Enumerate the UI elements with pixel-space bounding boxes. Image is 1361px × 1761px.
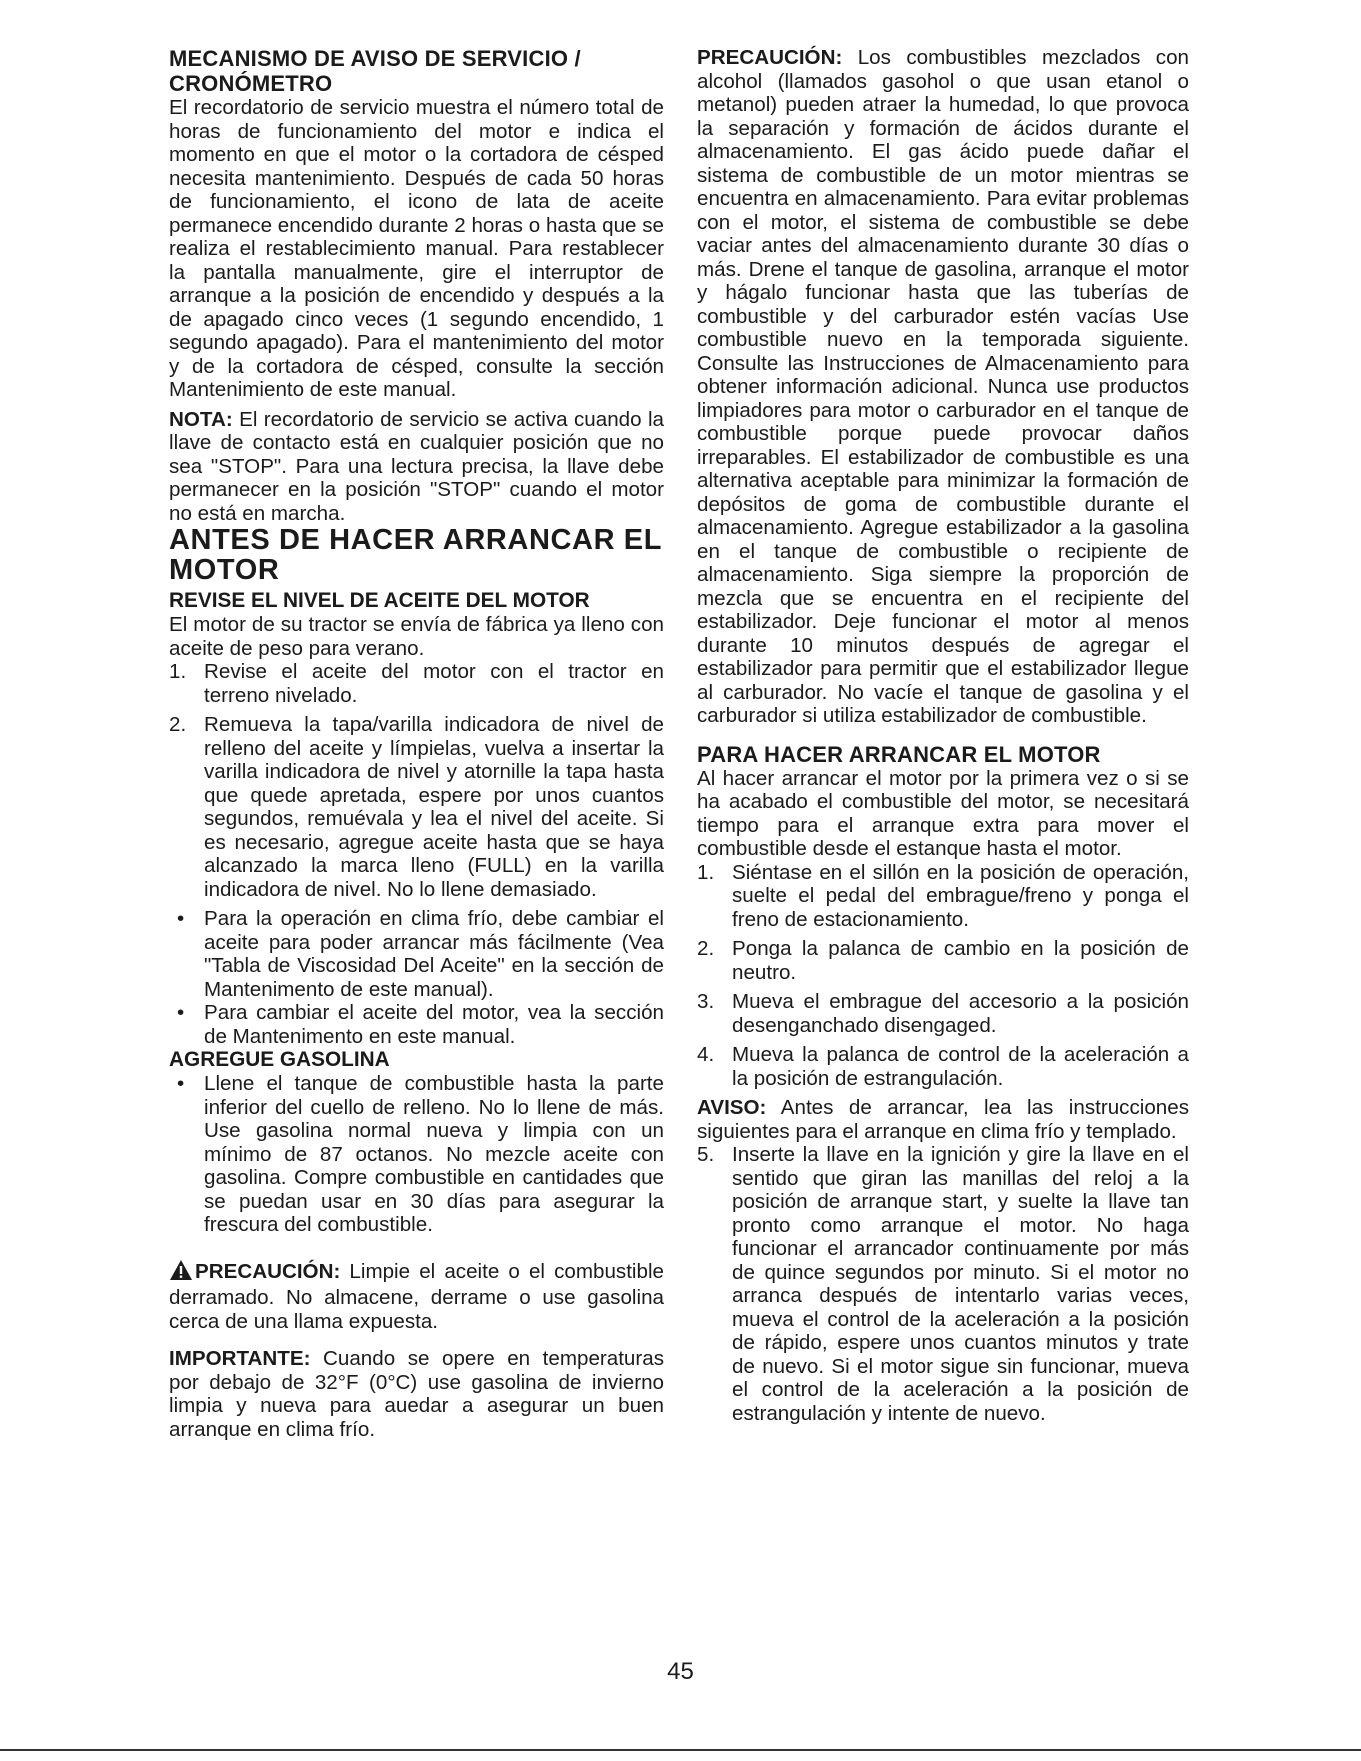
importante-paragraph [169,1347,664,1441]
arrancar-intro: Al hacer arrancar el motor por la primera vez o si se ha acabado el combustible del motor, se necesitará tiempo para el arranque extra para mover el combustible desde el estanque hasta el motor. [697,766,1189,860]
aviso-text: Antes de arrancar, lea las instrucciones siguientes para el arranque en clima frío y templado. [697,1096,1189,1143]
antes-title: ANTES DE HACER ARRANCAR EL MOTOR [169,524,662,586]
aceite-intro: El motor de su tractor se envía de fábrica ya lleno con aceite de peso para verano. [169,613,664,660]
list-number: 1. [169,660,187,683]
nota-label: NOTA: [169,407,233,431]
nota-paragraph [169,408,664,526]
precaucion-alcohol-text: Los combustibles mezclados con alcohol (llamados gasohol o que usan etanol o metanol) pueden atraer la humedad, lo que provoca la separación y formación de ácidos durante el almacenamiento. El gas ácido puede dañar el sistema de combustible de un motor mientras se encuentra en almacenamiento. Para evitar problemas con el motor, el sistema de combustible se debe vaciar antes del almacenamiento durante 30 días o más. Drene el tanque de gasolina, arranque el motor y hágalo funcionar hasta que las tuberías de combustible y del carburador estén vacías Use combustible nuevo en la temporada siguiente. Consulte las Instrucciones de Almacenamiento para obtener información adicional. Nunca use productos limpiadores para motor o carburador en el tanque de combustible porque puede provocar daños irreparables. El estabilizador de combustible es una alternativa aceptable para minimizar la formación de depósitos de goma de combustible durante el almacenamiento. Agregue estabilizador a la gasolina en el tanque de combustible o recipiente de almacenamiento. Siga siempre la proporción de mezcla que se encuentra en el recipiente del estabilizador. Deje funcionar el motor al menos durante 10 minutos después de agregar el estabilizador para permitir que el estabilizador llegue al carburador. No vacíe el tanque de gasolina y el carburador si utiliza estabilizador de combustible. [697,46,1189,727]
left-column [169,46,664,1441]
list-item [697,861,1189,932]
aceite-steps-list [169,660,664,901]
list-item-text: Llene el tanque de combustible hasta la parte inferior del cuello de relleno. No lo llene de más. Use gasolina normal nueva y limpia con un mínimo de 87 octanos. No mezcle aceite con gasolina. Compre combustible en cantidades que se puedan usar en 30 días para asegurar la frescura del combustible. [204,1072,664,1236]
bullet-icon: • [177,907,185,930]
importante-text: Cuando se opere en temperaturas por debajo de 32°F (0°C) use gasolina de invierno limpia y nueva para auedar a asegurar un buen arranque en clima frío. [169,1347,664,1441]
list-item [169,907,664,1001]
precaucion-label: PRECAUCIÓN: [195,1259,341,1283]
list-item-text: Inserte la llave en la ignición y gire la llave en el sentido que giran las manillas del reloj a la posición de arranque start, y suelte la llave tan pronto como arranque el motor. No haga funcionar el arrancador continuamente por más de quince segundos por minuto. Si el motor no arranca después de intentarlo varias veces, mueva el control de la aceleración a la posición de rápido, espere unos cuantos minutos y trate de nuevo. Si el motor sigue sin funcionar, mueva el control de la aceleración a la posición de estrangulación y intente de nuevo. [732,1143,1189,1425]
list-item [697,1043,1189,1090]
right-column [697,46,1189,1431]
precaucion-text: Limpie el aceite o el combustible derramado. No almacene, derrame o use gasolina cerca de una llama expuesta. [169,1259,664,1333]
arrancar-steps-list [697,861,1189,1091]
list-item-text: Mueva la palanca de control de la aceleración a la posición de estrangulación. [732,1043,1189,1090]
page-number: 45 [667,1658,694,1685]
arrancar-title: PARA HACER ARRANCAR EL MOTOR [697,741,1101,767]
precaucion-alcohol-paragraph [697,46,1189,728]
aceite-bullets-list [169,907,664,1048]
list-item [169,1072,664,1237]
list-number: 2. [169,713,187,736]
bottom-rule [0,1749,1361,1751]
bullet-icon: • [177,1001,185,1024]
list-item-text: Ponga la palanca de cambio en la posición de neutro. [732,937,1189,984]
list-number: 4. [697,1043,715,1066]
aviso-label: AVISO: [697,1096,767,1119]
arrancar-steps-list-2 [697,1143,1189,1425]
aviso-paragraph [697,1096,1189,1143]
bullet-icon: • [177,1072,185,1095]
aceite-title: REVISE EL NIVEL DE ACEITE DEL MOTOR [169,589,590,612]
list-number: 2. [697,937,715,960]
list-item-text: Mueva el embrague del accesorio a la posición desenganchado disengaged. [732,990,1189,1037]
list-item [697,990,1189,1037]
list-item [169,1001,664,1048]
precaucion-alcohol-label: PRECAUCIÓN: [697,46,843,69]
list-item [169,660,664,707]
service-paragraph: El recordatorio de servicio muestra el número total de horas de funcionamiento del motor e indica el momento en que el motor o la cortadora de césped necesita mantenimiento. Después de cada 50 horas de funcionamiento, el icono de lata de aceite permanece encendido durante 2 horas o hasta que se realiza el restablecimiento manual. Para restablecer la pantalla manualmente, gire el interruptor de arranque a la posición de encendido y después a la de apagado cinco veces (1 segundo encendido, 1 segundo apagado). Para el mantenimiento del motor y de la cortadora de césped, consulte la sección Mantenimiento de este manual. [169,96,664,401]
precaucion-paragraph [169,1259,664,1334]
gasolina-bullets-list [169,1072,664,1237]
list-item-text: Revise el aceite del motor con el tractor en terreno nivelado. [204,660,664,707]
nota-text: El recordatorio de servicio se activa cuando la llave de contacto está en cualquier posición que no sea "STOP". Para una lectura precisa, la llave debe permanecer en la posición "STOP" cuando el motor no está en marcha. [169,407,664,525]
warning-icon [169,1259,193,1287]
list-number: 5. [697,1143,715,1166]
list-item-text: Remueva la tapa/varilla indicadora de nivel de relleno del aceite y límpielas, vuelva a insertar la varilla indicadora de nivel y atornille la tapa hasta que quede apretada, espere por unos cuantos segundos, remuévala y lea el nivel del aceite. Si es necesario, agregue aceite hasta que se haya alcanzado la marca lleno (FULL) en la varilla indicadora de nivel. No lo llene demasiado. [204,713,664,901]
importante-label: IMPORTANTE: [169,1347,311,1370]
list-item-text: Siéntase en el sillón en la posición de operación, suelte el pedal del embrague/freno y ponga el freno de estacionamiento. [732,860,1189,931]
list-number: 1. [697,860,715,884]
list-item [697,937,1189,984]
service-title: MECANISMO DE AVISO DE SERVICIO / CRONÓMETRO [169,46,581,96]
gasolina-title: AGREGUE GASOLINA [169,1048,390,1071]
list-item-text: Para la operación en clima frío, debe cambiar el aceite para poder arrancar más fácilmente (Vea "Tabla de Viscosidad Del Aceite" en la sección de Mantenimento de este manual). [204,907,664,1001]
list-item [697,1143,1189,1425]
list-item [169,713,664,901]
list-item-text: Para cambiar el aceite del motor, vea la sección de Mantenimento en este manual. [204,1001,664,1048]
list-number: 3. [697,990,715,1013]
